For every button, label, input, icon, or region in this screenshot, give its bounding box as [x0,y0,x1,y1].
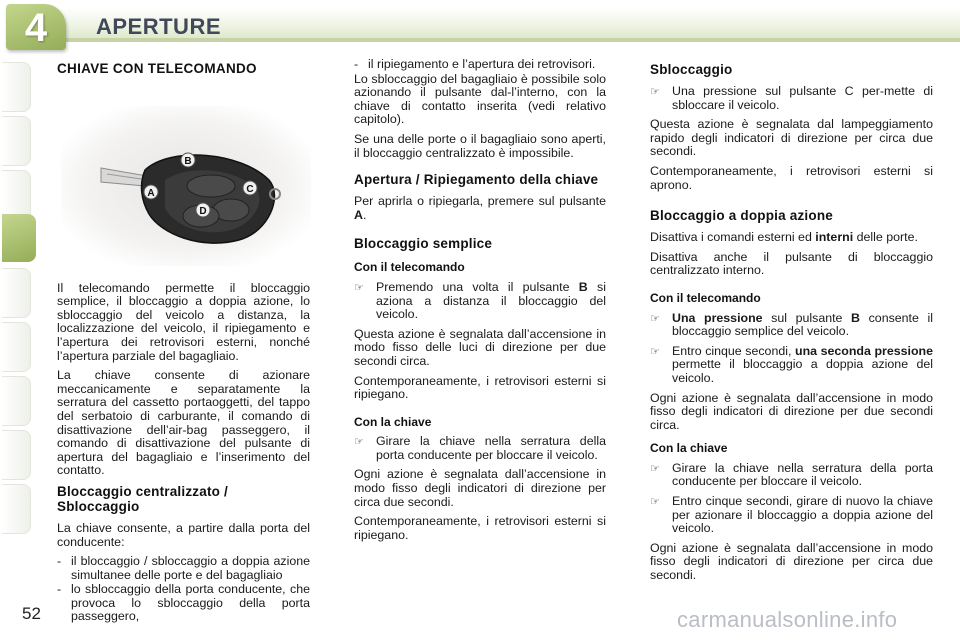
side-tab [2,62,31,112]
paragraph: Ogni azione è segnalata dall’accensione in modo fisso degli indicatori di direzione per circa due secondi. [354,467,606,509]
paragraph: Lo sbloccaggio del bagagliaio è possibile solo azionando il pulsante dal-l’interno, con la chiave di contatto inserita (vedi relativo capitolo). [354,71,606,127]
bullet-item: ☞ Girare la chiave nella serratura della porta conducente per bloccare il veicolo. [650,460,933,489]
column-1 [57,58,310,625]
label-c: C [246,183,254,195]
intro-paragraph: Il telecomando permette il bloccaggio semplice, il bloccaggio a doppia azione, lo sbloccaggio del veicolo a distanza, la localizzazione del veicolo, il ripiegamento e l’apertura dei retrovisori esterni, nonché l’apertura parziale del bagagliaio. [57,280,310,363]
paragraph: Questa azione è segnalata dall’accensione in modo fisso delle luci di direzione per due secondi circa. [354,326,606,368]
paragraph: Per aprirla o ripiegarla, premere sul pulsante A. [354,194,606,222]
bullet-item: ☞ Entro cinque secondi, una seconda pressione permette il bloccaggio a doppia azione del veicolo. [650,343,933,385]
label-a: A [147,187,155,199]
paragraph: Disattiva i comandi esterni ed interni delle porte. [650,230,918,245]
column-3 [650,58,933,589]
bullet-item: ☞ Una pressione sul pulsante C per-mette di sbloccare il veicolo. [650,84,933,112]
paragraph: Contemporaneamente, i retrovisori esterni si aprono. [650,163,933,192]
subsection-heading: Bloccaggio a doppia azione [650,208,833,224]
side-tab [2,322,31,372]
pointing-hand-icon: ☞ [650,345,660,358]
pointing-hand-icon: ☞ [354,436,364,449]
dash-item: - lo sbloccaggio della porta conducente, che provoca lo sbloccaggio della porta passeggero, [57,582,310,624]
subsection-heading: Bloccaggio centralizzato / Sbloccaggio [57,483,228,514]
side-tab [2,116,31,166]
pointing-hand-icon: ☞ [650,312,660,325]
bullet-item: ☞ Una pressione sul pulsante B consente il bloccaggio semplice del veicolo. [650,310,933,339]
minor-heading: Con la chiave [354,414,432,429]
side-tab [2,376,31,426]
bullet-item: ☞ Entro cinque secondi, girare di nuovo la chiave per azionare il bloccaggio a doppia azione del veicolo. [650,494,933,536]
page-header [0,0,960,52]
side-tab [2,484,31,534]
side-tab [2,268,31,318]
watermark: carmanualsonline.info [677,607,898,632]
chapter-tab [6,4,66,50]
paragraph: Disattiva anche il pulsante di bloccaggio centralizzato interno. [650,249,933,278]
column-2 [354,58,606,548]
pointing-hand-icon: ☞ [650,496,660,509]
remote-key-illustration [61,106,311,266]
paragraph: Ogni azione è segnalata dall’accensione in modo fisso degli indicatori di direzione per due secondi circa. [650,390,933,432]
dash-item: - il ripiegamento e l’apertura dei retrovisori. [354,57,596,71]
intro-paragraph: La chiave consente di azionare meccanicamente e separatamente la serratura del cassetto portaoggetti, del tappo del serbatoio di carburante, il comando di disattivazione dell’air-bag passeggero, il comando di disattivazione del pulsante di apertura del bagagliaio e l’inserimento del contatto. [57,368,310,478]
bullet-item: ☞ Girare la chiave nella serratura della porta conducente per bloccare il veicolo. [354,434,606,462]
minor-heading: Con il telecomando [650,290,761,305]
label-b: B [184,155,192,167]
button-b-shape [187,175,235,197]
side-tab [2,430,31,480]
subsection-heading: Apertura / Ripiegamento della chiave [354,172,599,188]
page-number: 52 [22,604,41,623]
dash-item: - il bloccaggio / sbloccaggio a doppia azione simultanee delle porte e del bagagliaio [57,554,310,582]
bullet-item: ☞ Premendo una volta il pulsante B si aziona a distanza il bloccaggio del veicolo. [354,279,606,322]
side-tab-active [2,214,36,262]
subsection-heading: Bloccaggio semplice [354,236,493,252]
side-tab [2,170,31,220]
label-d: D [199,205,207,217]
pointing-hand-icon: ☞ [650,462,660,475]
chapter-side-tabs [0,62,36,572]
pointing-hand-icon: ☞ [354,281,364,294]
minor-heading: Con il telecomando [354,260,465,275]
minor-heading: Con la chiave [650,441,728,456]
subsection-heading: Sbloccaggio [650,62,733,77]
paragraph: Contemporaneamente, i retrovisori esterni si ripiegano. [354,373,606,402]
paragraph: La chiave consente, a partire dalla porta del conducente: [57,520,310,549]
paragraph: Questa azione è segnalata dal lampeggiamento rapido degli indicatori di direzione per circa due secondi. [650,117,933,159]
paragraph: Ogni azione è segnalata dall’accensione in modo fisso degli indicatori di direzione per circa due secondi. [650,540,933,583]
section-heading: CHIAVE CON TELECOMANDO [57,61,257,76]
pointing-hand-icon: ☞ [650,86,660,98]
page-title: APERTURE [96,14,222,39]
paragraph: Contemporaneamente, i retrovisori esterni si ripiegano. [354,514,606,542]
remote-key-image [61,106,311,266]
paragraph: Se una delle porte o il bagagliaio sono aperti, il bloccaggio centralizzato è impossibile. [354,131,606,160]
chapter-number: 4 [24,6,48,50]
